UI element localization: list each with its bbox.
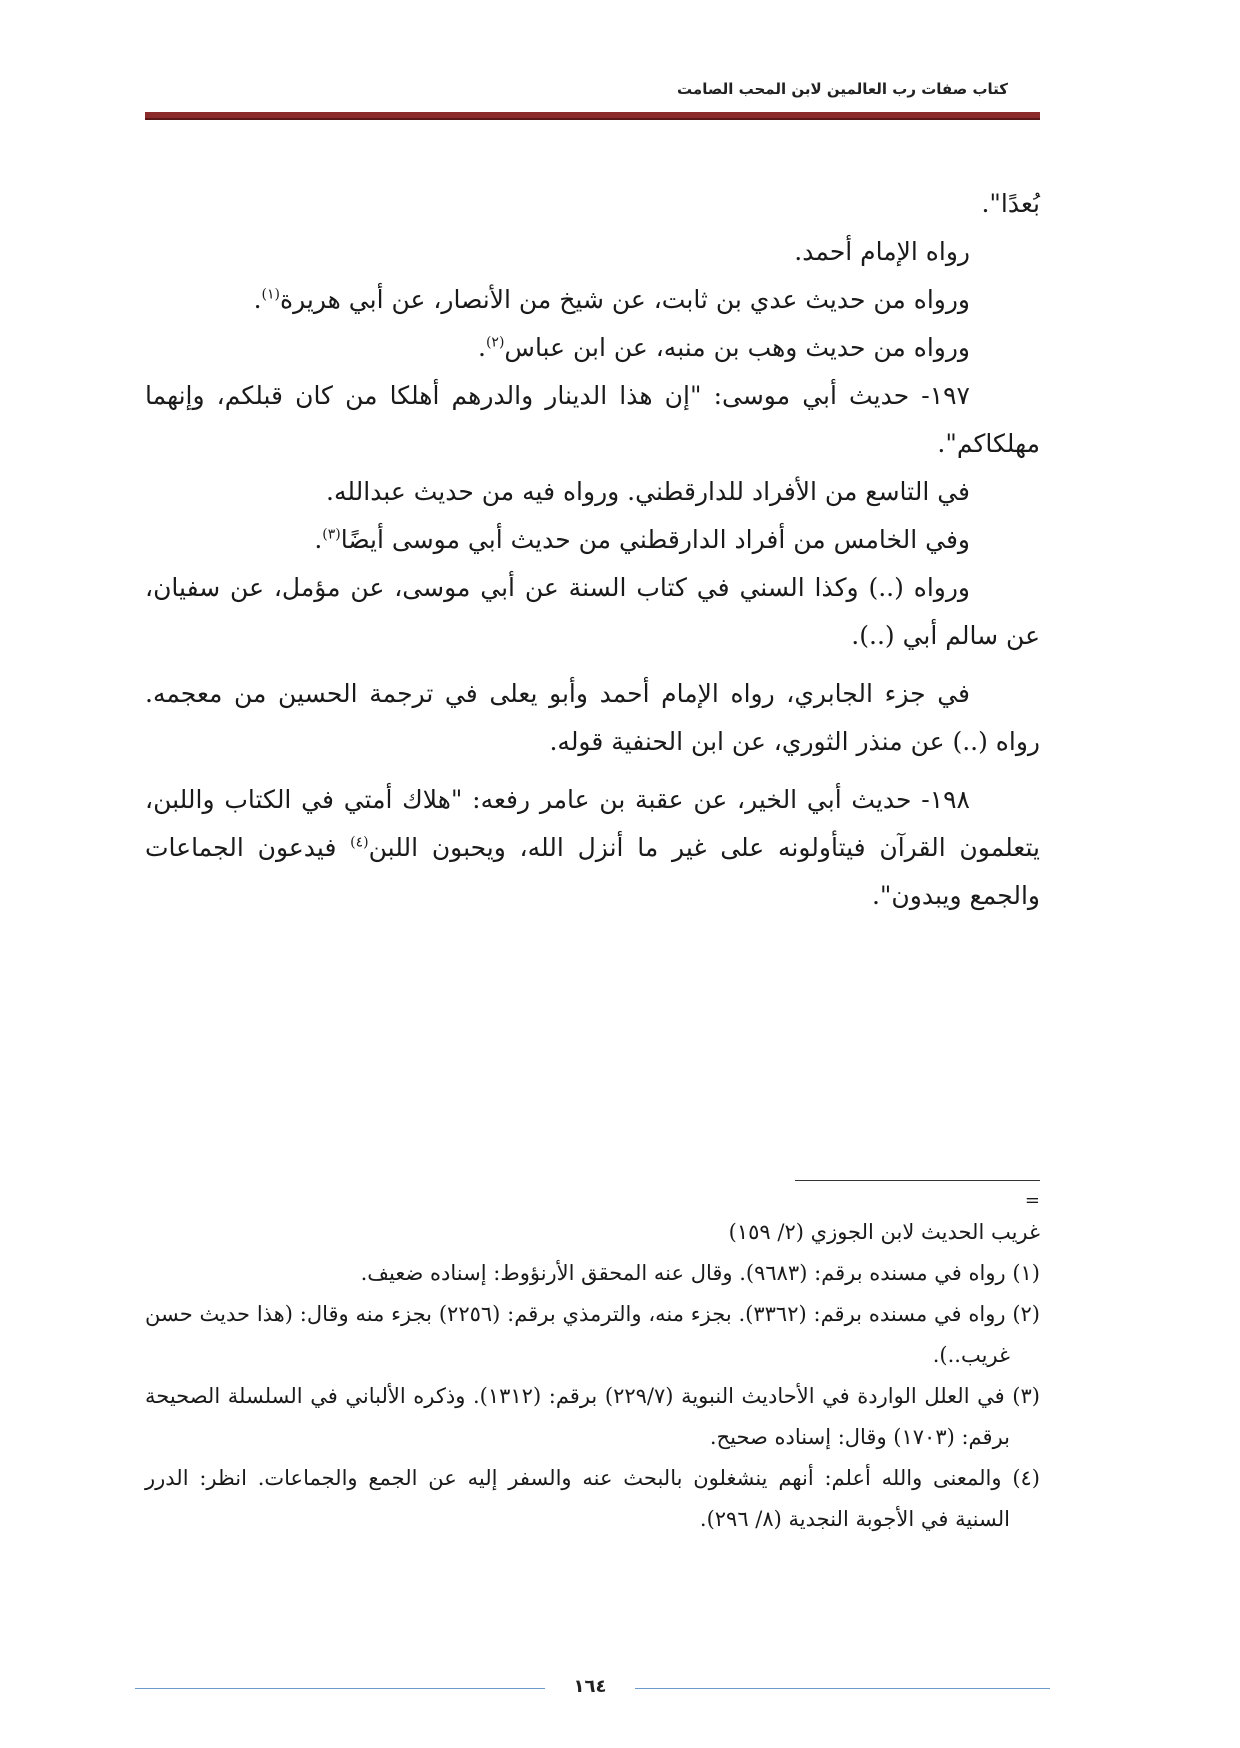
text-line: ١٩٧- حديث أبي موسى: "إن هذا الدينار والدرهم أهلكا من كان قبلكم، وإنهما مهلكاكم". bbox=[145, 381, 1040, 458]
header-rule bbox=[145, 112, 1040, 120]
footnote-ref[interactable]: (٤) bbox=[350, 834, 369, 851]
text-line: في التاسع من الأفراد للدارقطني. ورواه فيه من حديث عبدالله. bbox=[326, 477, 970, 506]
footnote-item: (٣) في العلل الواردة في الأحاديث النبوية (٢٢٩/٧) برقم: (١٣١٢). وذكره الألباني في السلسلة الصحيحة برقم: (١٧٠٣) وقال: إسناده صحيح. bbox=[145, 1384, 1040, 1449]
text-line: بُعدًا". bbox=[981, 189, 1040, 218]
footnote-item: (١) رواه في مسنده برقم: (٩٦٨٣). وقال عنه المحقق الأرنؤوط: إسناده ضعيف. bbox=[360, 1261, 1040, 1285]
punctuation: . bbox=[253, 285, 262, 314]
footer-rule-left bbox=[135, 1688, 545, 1689]
text-span: وفي الخامس من أفراد الدارقطني من حديث أبي موسى أيضًا bbox=[340, 525, 970, 554]
footnote-ref[interactable]: (١) bbox=[261, 286, 280, 303]
text-span: ورواه من حديث وهب بن منبه، عن ابن عباس bbox=[504, 333, 970, 362]
punctuation: . bbox=[478, 333, 486, 362]
text-line bbox=[145, 324, 1040, 372]
text-line: ورواه (..) وكذا السني في كتاب السنة عن أبي موسى، عن مؤمل، عن سفيان، عن سالم أبي (..). bbox=[145, 573, 1040, 650]
text-line bbox=[145, 276, 1040, 324]
text-span: فيدعون الجماعات والجمع ويبدون". bbox=[145, 833, 1040, 910]
footer-rule-right bbox=[635, 1688, 1050, 1689]
footnote-separator bbox=[795, 1180, 1040, 1181]
main-text bbox=[145, 180, 1040, 920]
text-line bbox=[145, 516, 1040, 564]
footnote-ref[interactable]: (٢) bbox=[485, 334, 505, 351]
text-span: ١٩٨- حديث أبي الخير، عن عقبة بن عامر رفعه: "هلاك أمتي في الكتاب واللبن، يتعلمون القرآن فيتأولونه على غير ما أنزل الله، ويحبون اللبن bbox=[145, 785, 1040, 862]
text-line bbox=[145, 776, 1040, 920]
footnotes bbox=[145, 1190, 1040, 1540]
footnote-item: (٢) رواه في مسنده برقم: (٣٣٦٢). بجزء منه، والترمذي برقم: (٢٢٥٦) بجزء منه وقال: (هذا حديث حسن غريب..). bbox=[145, 1302, 1040, 1367]
footnote-item: (٤) والمعنى والله أعلم: أنهم ينشغلون بالبحث عنه والسفر إليه عن الجمع والجماعات. انظر: الدرر السنية في الأجوبة النجدية (٨/ ٢٩٦). bbox=[145, 1466, 1040, 1531]
page-number: ١٦٤ bbox=[573, 1676, 607, 1697]
punctuation: . bbox=[314, 525, 323, 554]
footnote-ref[interactable]: (٣) bbox=[322, 526, 341, 543]
text-line: في جزء الجابري، رواه الإمام أحمد وأبو يعلى في ترجمة الحسين من معجمه. رواه (..) عن منذر الثوري، عن ابن الحنفية قوله. bbox=[145, 679, 1040, 756]
text-line: رواه الإمام أحمد. bbox=[794, 237, 970, 266]
footnote-continuation-mark: = bbox=[1024, 1190, 1040, 1211]
footnote-continuation: غريب الحديث لابن الجوزي (٢/ ١٥٩) bbox=[728, 1220, 1040, 1244]
text-span: ورواه من حديث عدي بن ثابت، عن شيخ من الأنصار، عن أبي هريرة bbox=[280, 285, 970, 314]
running-header: كتاب صفات رب العالمين لابن المحب الصامت bbox=[677, 80, 1008, 98]
